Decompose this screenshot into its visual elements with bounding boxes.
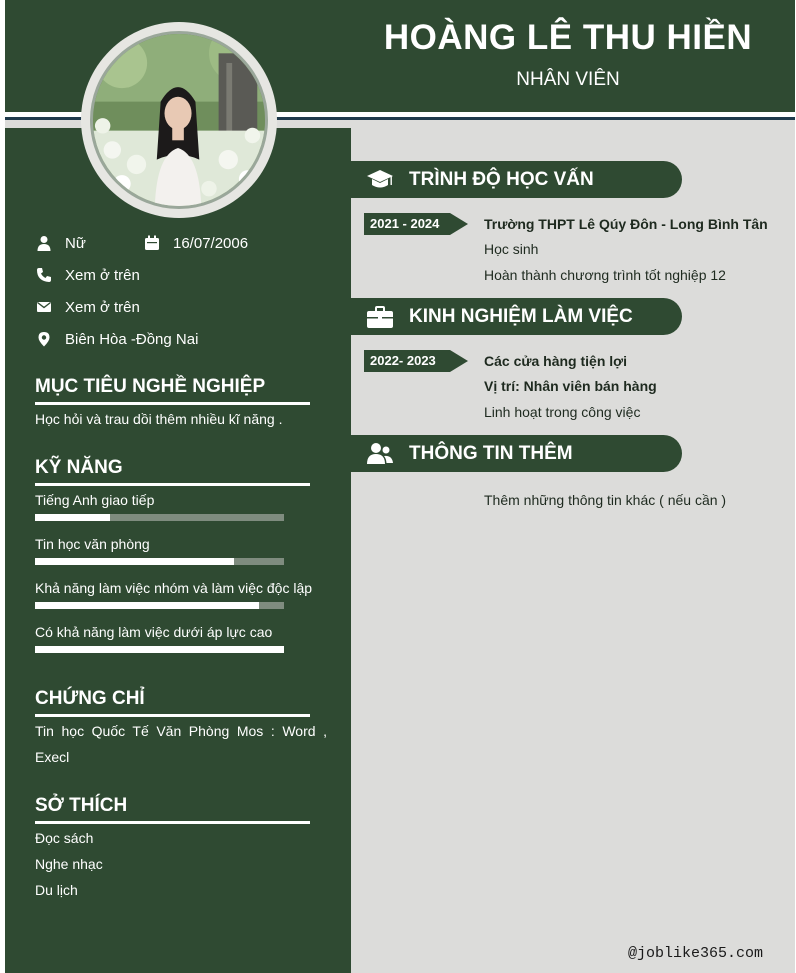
users-icon: [365, 441, 395, 467]
experience-date-tag: 2022- 2023: [364, 350, 450, 372]
skill-bar: [35, 558, 284, 565]
portrait-photo-icon: [93, 34, 265, 206]
watermark: @joblike365.com: [627, 945, 763, 962]
graduation-cap-icon: [365, 167, 395, 193]
skill-label: Khả năng làm việc nhóm và làm việc độc lập: [35, 580, 313, 596]
extra-heading: THÔNG TIN THÊM: [409, 442, 573, 464]
skill-bar-fill: [35, 602, 259, 609]
skills-rule: [35, 483, 310, 486]
certificates-heading: CHỨNG CHỈ: [35, 688, 145, 709]
skill-label: Có khả năng làm việc dưới áp lực cao: [35, 624, 273, 640]
certificates-line-1: Tin học Quốc Tế Văn Phòng Mos : Word ,: [35, 723, 327, 739]
education-date-tag: 2021 - 2024: [364, 213, 450, 235]
experience-company: Các cửa hàng tiện lợi: [484, 353, 628, 369]
birthday-value: 16/07/2006: [173, 234, 249, 252]
candidate-name: HOÀNG LÊ THU HIỀN: [383, 18, 753, 57]
briefcase-icon: [365, 304, 395, 330]
skill-bar-fill: [35, 558, 234, 565]
hobby-item: Nghe nhạc: [35, 856, 103, 872]
avatar: [90, 31, 268, 209]
education-detail: Học sinh: [484, 241, 539, 257]
contact-gender: [35, 234, 86, 252]
certificates-rule: [35, 714, 310, 717]
education-heading: TRÌNH ĐỘ HỌC VẤN: [409, 168, 594, 190]
envelope-icon: [35, 298, 53, 316]
person-icon: [35, 234, 53, 252]
experience-position: Vị trí: Nhân viên bán hàng: [484, 378, 657, 394]
contact-email: [35, 298, 140, 316]
skill-bar: [35, 646, 284, 653]
education-detail: Hoàn thành chương trình tốt nghiệp 12: [484, 267, 726, 283]
contact-birthday: [143, 234, 248, 252]
calendar-icon: [143, 234, 161, 252]
extra-text: Thêm những thông tin khác ( nếu cần ): [484, 492, 727, 508]
extra-section-header: [351, 435, 682, 472]
phone-value: Xem ở trên: [65, 266, 140, 284]
hobbies-rule: [35, 821, 310, 824]
gender-value: Nữ: [65, 234, 86, 252]
education-school: Trường THPT Lê Qúy Đôn - Long Bình Tân: [484, 216, 768, 232]
hobby-item: Đọc sách: [35, 830, 94, 846]
contact-phone: [35, 266, 140, 284]
skill-label: Tin học văn phòng: [35, 536, 150, 552]
experience-heading: KINH NGHIỆM LÀM VIỆC: [409, 305, 633, 327]
candidate-role: NHÂN VIÊN: [516, 69, 620, 90]
email-value: Xem ở trên: [65, 298, 140, 316]
objective-text: Học hỏi và trau dồi thêm nhiều kĩ năng .: [35, 411, 283, 427]
certificates-line-2: Execl: [35, 749, 70, 765]
map-pin-icon: [35, 330, 53, 348]
hobbies-heading: SỞ THÍCH: [35, 795, 128, 816]
resume-page: [5, 0, 795, 973]
skill-bar-fill: [35, 646, 284, 653]
skill-bar: [35, 602, 284, 609]
education-section-header: [351, 161, 682, 198]
contact-address: [35, 330, 198, 348]
experience-detail: Linh hoạt trong công việc: [484, 404, 641, 420]
hobby-item: Du lịch: [35, 882, 78, 898]
experience-section-header: [351, 298, 682, 335]
skill-bar: [35, 514, 284, 521]
skills-heading: KỸ NĂNG: [35, 457, 123, 478]
objective-heading: MỤC TIÊU NGHỀ NGHIỆP: [35, 376, 266, 397]
phone-icon: [35, 266, 53, 284]
skill-label: Tiếng Anh giao tiếp: [35, 492, 155, 508]
skill-bar-fill: [35, 514, 110, 521]
objective-rule: [35, 402, 310, 405]
address-value: Biên Hòa -Đồng Nai: [65, 330, 199, 348]
